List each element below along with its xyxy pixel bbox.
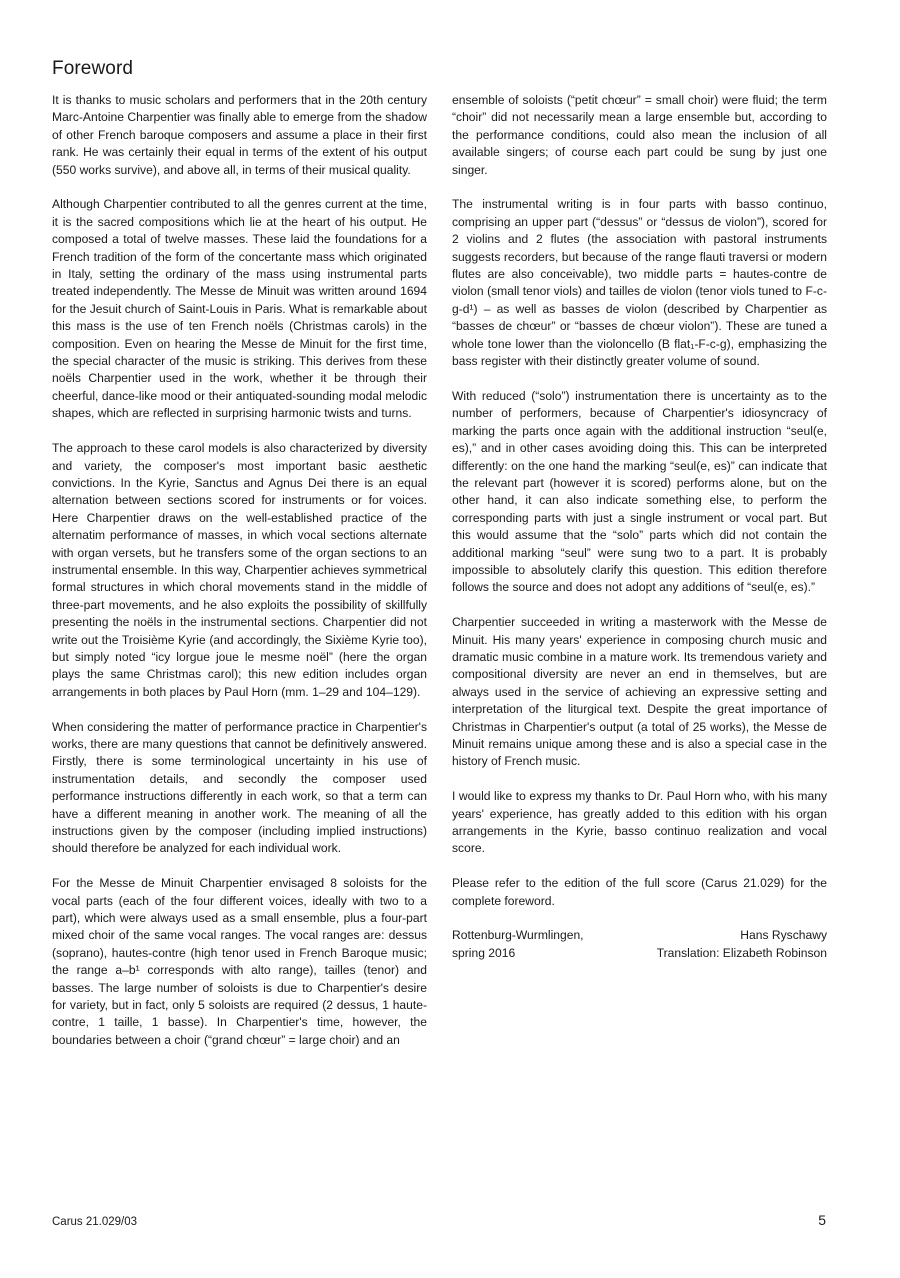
right-column: [452, 92, 827, 962]
paragraph: For the Messe de Minuit Charpentier envisaged 8 soloists for the vocal parts (each of the four different voices, ideally with two to a part), which were always used as a small ensemble, plus a four-part mixed choir of the same vocal ranges. The vocal ranges are: dessus (soprano), hautes-contre (high tenor used in French Baroque music; the range a–b¹ corresponds with alto range), tailles (tenor) and basses. The large number of soloists is due to Charpentier's desire for variety, but in fact, only 5 soloists are required (2 dessus, 1 haute-contre, 1 taille, 1 basse). In Charpentier's time, however, the boundaries between a choir (“grand chœur” = large choir) and an: [52, 876, 427, 1047]
paragraph: Please refer to the edition of the full score (Carus 21.029) for the complete foreword.: [452, 876, 827, 908]
paragraph: Charpentier succeeded in writing a masterwork with the Messe de Minuit. His many years' experience in composing church music and dramatic music combine in a mature work. Its tremendous variety and compositional diversity are never an end in themselves, but are always used in the service of achieving an expressive setting and interpretation of the liturgical text. Despite the great importance of Christmas in Charpentier's output (a total of 25 works), the Messe de Minuit remains unique among these and is also a special case in the history of French music.: [452, 615, 827, 769]
paragraph: The approach to these carol models is also characterized by diversity and variety, the composer's most important basic aesthetic convictions. In the Kyrie, Sanctus and Agnus Dei there is an equal alternation between sections scored for instruments or for voices. Here Charpentier draws on the well-established practice of the alternatim performance of masses, in which vocal sections alternate with organ versets, but he transfers some of the organ sections to an instrumental ensemble. In this way, Charpentier achieves symmetrical formal structures in which choral movements stand in the middle of three-part movements, and he also exploits the possibility of skillfully presenting the noëls in the instrumental sections. Charpentier did not write out the Troisième Kyrie (and accordingly, the Sixième Kyrie too), but simply noted “icy lorgue joue le mesme noël” (here the organ plays the same Christmas carol); this new edition includes organ arrangements in both places by Paul Horn (mm. 1–29 and 104–129).: [52, 441, 427, 699]
paragraph: It is thanks to music scholars and performers that in the 20th century Marc-Antoine Charpentier was finally able to emerge from the shadow of other French baroque composers and assume a place in their first rank. He was certainly their equal in terms of the extent of his output (550 works survive), and above all, in terms of their musical quality.: [52, 93, 427, 177]
page-number: 5: [818, 1212, 826, 1228]
page-title: Foreword: [52, 58, 134, 79]
signature-author: Hans Ryschawy: [740, 928, 827, 943]
paragraph: The instrumental writing is in four parts with basso continuo, comprising an upper part (“dessus” or “dessus de violon”), scored for 2 violins and 2 flutes (the association with pastoral instruments suggests recorders, but because of the range flauti traversi or modern flutes are also conceivable), two middle parts = hautes-contre de violon (small tenor viols) and tailles de violon (tenor viols tuned to F-c-g-d¹) – as well as basses de violon (described by Charpentier as “basses de chœur” or “basses de chœur violon”). These are tuned a whole tone lower than the violoncello (B flat₁-F-c-g), emphasizing the bass register with their distinctly greater volume of sound.: [452, 197, 827, 369]
signature-translator: Translation: Elizabeth Robinson: [656, 945, 827, 960]
signature-block: [452, 927, 827, 962]
paragraph: Although Charpentier contributed to all the genres current at the time, it is the sacred compositions which lie at the heart of his output. He composed a total of twelve masses. These laid the foundations for a French tradition of the form of the concertante mass which originated in Italy, setting the ordinary of the mass using instrumental parts treated independently. The Messe de Minuit was written around 1694 for the Jesuit church of Saint-Louis in Paris. What is remarkable about this mass is the use of ten French noëls (Christmas carols) in the composition. Even on hearing the Messe de Minuit for the first time, the special character of the music is striking. This derives from these noëls Charpentier used in the work, whether it be through their cheerful, dance-like mood or their antiquated-sounding modal melodic shapes, which are reflected in surprising harmonic twists and turns.: [52, 197, 427, 421]
signature-place: Rottenburg-Wurmlingen,: [452, 928, 584, 943]
paragraph: I would like to express my thanks to Dr. Paul Horn who, with his many years' experience, has greatly added to this edition with his organ arrangements in the Kyrie, basso continuo realization and vocal score.: [452, 789, 827, 856]
paragraph: When considering the matter of performance practice in Charpentier's works, there are many questions that cannot be definitively answered. Firstly, there is some terminological uncertainty in his use of instrumentation details, and secondly the composer used performance instructions differently in each work, so that a term can have a different meaning in another work. The meaning of all the instructions given by the composer (including implied instructions) should therefore be analyzed for each individual work.: [52, 719, 427, 856]
paragraph: ensemble of soloists (“petit chœur” = small choir) were fluid; the term “choir” did not necessarily mean a large ensemble but, according to the performance conditions, could also mean the inclusion of all available singers; of course each part could be sung by just one singer.: [452, 93, 827, 177]
paragraph: With reduced (“solo”) instrumentation there is uncertainty as to the number of performers, because of Charpentier's idiosyncracy of marking the parts once again with the additional instruction “seul(e, es),” and in other cases avoiding doing this. This can be interpreted differently: on the one hand the marking “seul(e, es)” can indicate that the relevant part (however it is scored) performs alone, but on the other hand, it can also indicate something else, to perform the corresponding parts with just a single instrument or vocal part. But this would assume that the “solo” parts which did not contain the additional marking “seul” were sung two to a part. It is probably impossible to absolutely clarify this question. This edition therefore follows the source and does not adopt any additions of “seul(e, es).”: [452, 388, 827, 595]
left-column: [52, 92, 427, 1067]
signature-date: spring 2016: [452, 945, 516, 960]
catalog-number: Carus 21.029/03: [52, 1216, 138, 1228]
